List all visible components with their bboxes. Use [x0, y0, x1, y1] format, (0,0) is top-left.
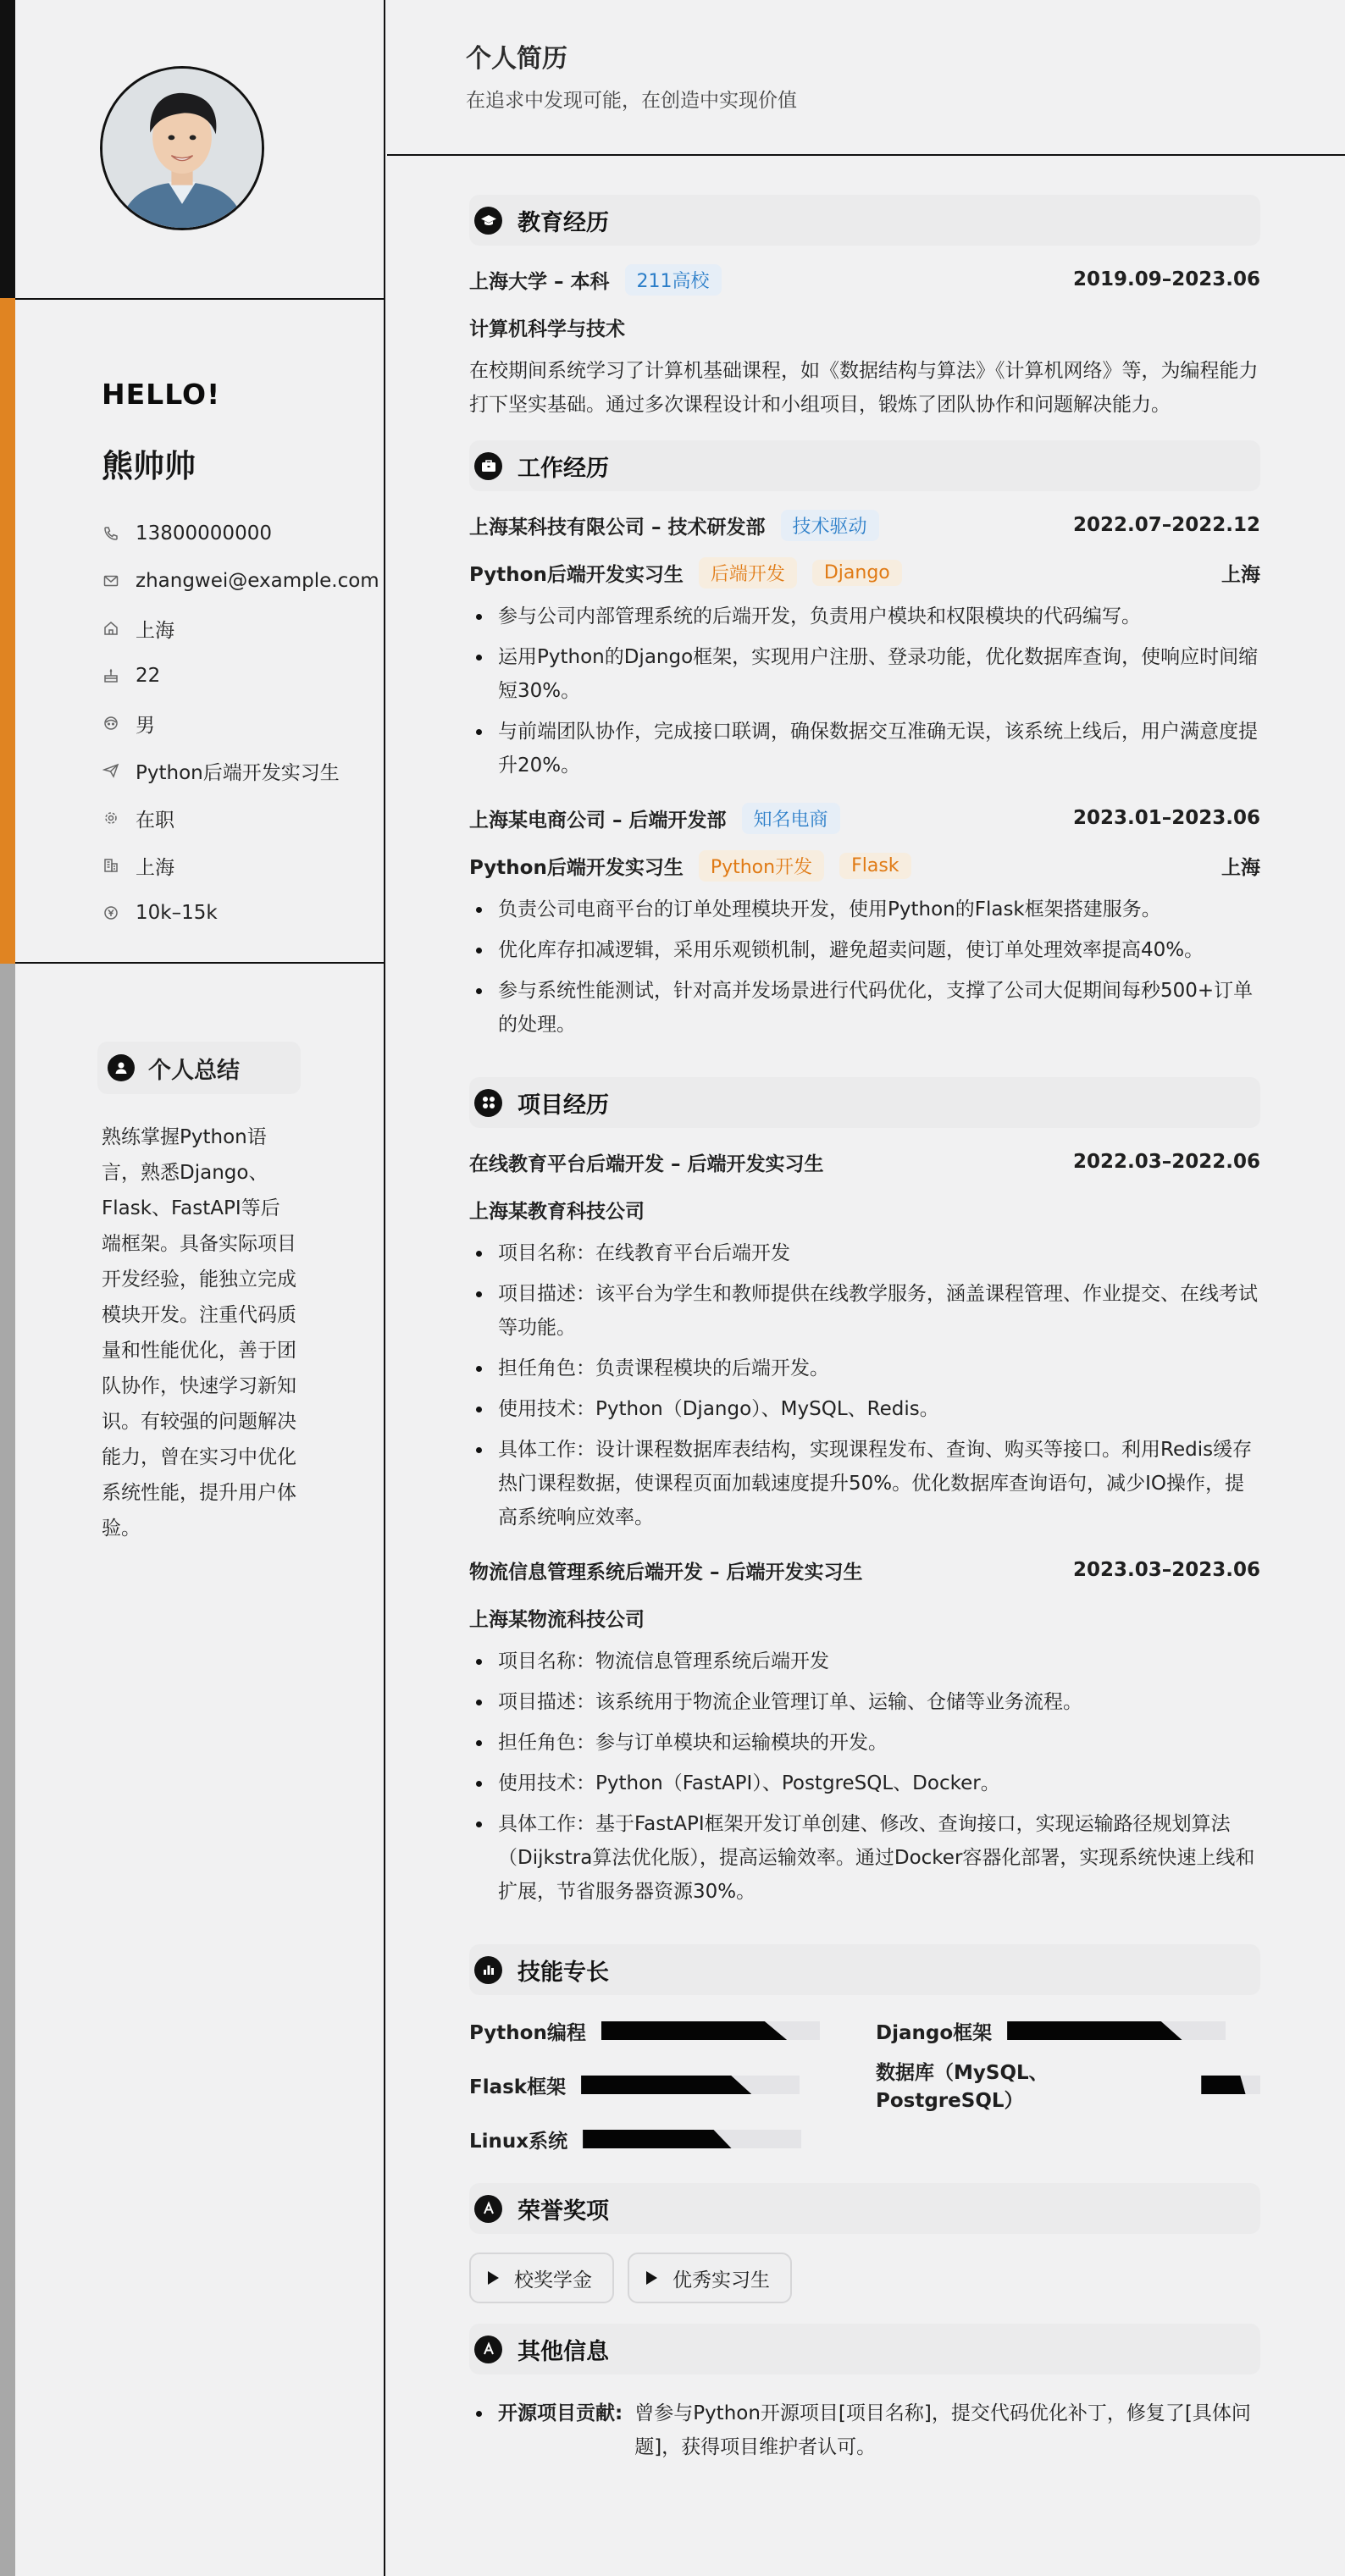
contact-text: 上海 — [136, 619, 174, 642]
play-icon — [646, 2271, 657, 2285]
project-bullets — [469, 1236, 1260, 1534]
list-item: 使用技术：Python（Django）、MySQL、Redis。 — [469, 1392, 1260, 1426]
hello-heading: HELLO! — [102, 378, 221, 411]
education-entry-header — [469, 256, 1260, 303]
projects-section — [469, 1077, 1260, 1909]
contact-text: 13800000000 — [136, 522, 272, 544]
status-icon — [102, 809, 120, 827]
work-date: 2022.07–2022.12 — [1072, 514, 1260, 536]
company-tag: 技术驱动 — [781, 510, 879, 541]
contact-text: zhangwei@example.com — [136, 570, 379, 592]
award-item — [469, 2253, 614, 2303]
page-subtitle: 在追求中发现可能，在创造中实现价值 — [466, 90, 797, 112]
contact-home — [102, 605, 379, 652]
list-item: 优化库存扣减逻辑，采用乐观锁机制，避免超卖问题，使订单处理效率提高40%。 — [469, 933, 1260, 967]
main-content — [387, 0, 1345, 2576]
contact-gender — [102, 699, 379, 747]
award-label: 优秀实习生 — [672, 2269, 770, 2291]
skill-bar — [583, 2130, 801, 2148]
gender-icon — [102, 714, 120, 732]
list-item: 项目描述：该平台为学生和教师提供在线教学服务，涵盖课程管理、作业提交、在线考试等功能。 — [469, 1277, 1260, 1345]
project-company: 上海某教育科技公司 — [469, 1200, 645, 1223]
sidebar-divider — [15, 298, 385, 300]
work-entry-header — [469, 501, 1260, 549]
skill-name: Python编程 — [469, 2021, 586, 2044]
education-description: 在校期间系统学习了计算机基础课程，如《数据结构与算法》《计算机网络》等，为编程能力打下坚实基础。通过多次课程设计和小组项目，锻炼了团队协作和问题解决能力。 — [469, 360, 1259, 416]
contact-list — [102, 510, 379, 937]
list-item: 具体工作：基于FastAPI框架开发订单创建、修改、查询接口，实现运输路径规划算法（Dijkstra算法优化版），提高运输效率。通过Docker容器化部署，实现系统快速上线和扩展，节省服务器资源30%。 — [469, 1807, 1260, 1909]
work-city: 上海 — [1221, 856, 1260, 879]
contact-email — [102, 557, 379, 605]
skill-bar-fill — [1201, 2076, 1245, 2094]
company-tag: 知名电商 — [742, 803, 840, 834]
list-item: 项目名称：在线教育平台后端开发 — [469, 1236, 1260, 1270]
work-role-row — [469, 549, 1260, 596]
contact-text: 10k–15k — [136, 902, 218, 924]
work-bullets — [469, 893, 1260, 1042]
send-icon — [102, 761, 120, 780]
skill-item — [469, 2007, 876, 2054]
project-name: 在线教育平台后端开发 – 后端开发实习生 — [469, 1153, 824, 1175]
skill-item — [469, 2115, 876, 2163]
job-role: Python后端开发实习生 — [469, 856, 684, 879]
honors-section-header — [469, 2183, 1260, 2234]
education-section — [469, 195, 1260, 422]
awards-list — [469, 2253, 1260, 2303]
bar-chart-icon — [474, 1956, 502, 1984]
skill-name: 数据库（MySQL、PostgreSQL） — [876, 2062, 1049, 2112]
work-entry — [469, 794, 1260, 1042]
other-section-header — [469, 2324, 1260, 2374]
list-item: 负责公司电商平台的订单处理模块开发，使用Python的Flask框架搭建服务。 — [469, 893, 1260, 926]
work-city: 上海 — [1221, 563, 1260, 586]
avatar — [100, 66, 264, 230]
list-item: 具体工作：设计课程数据库表结构，实现课程发布、查询、购买等接口。利用Redis缓存热门课程数据，使课程页面加载速度提升50%。优化数据库查询语句，减少IO操作，提高系统响应效率。 — [469, 1433, 1260, 1534]
graduation-cap-icon — [474, 207, 502, 235]
education-title: 教育经历 — [518, 209, 609, 236]
project-date: 2023.03–2023.06 — [1072, 1559, 1260, 1581]
header-divider — [387, 154, 1345, 156]
project-name: 物流信息管理系统后端开发 – 后端开发实习生 — [469, 1561, 863, 1584]
school-name: 上海大学 – 本科 — [469, 270, 610, 293]
skill-tag: Flask — [839, 853, 911, 879]
skill-name: Linux系统 — [469, 2130, 568, 2153]
summary-text: 熟练掌握Python语言，熟悉Django、Flask、FastAPI等后端框架。具备实际项目开发经验，能独立完成模块开发。注重代码质量和性能优化，善于团队协作，快速学习新知识。有较强的问题解决能力，曾在实习中优化系统性能，提升用户体验。 — [102, 1126, 296, 1540]
work-title: 工作经历 — [518, 455, 609, 482]
skill-bar — [1007, 2021, 1226, 2040]
list-item: 与前端团队协作，完成接口联调，确保数据交互准确无误，该系统上线后，用户满意度提升20%。 — [469, 715, 1260, 782]
cake-icon — [102, 666, 120, 685]
contact-text: 22 — [136, 665, 161, 687]
page-title: 个人简历 — [466, 44, 567, 74]
project-company: 上海某物流科技公司 — [469, 1608, 645, 1631]
contact-text: 在职 — [136, 809, 174, 832]
summary-section-header — [97, 1042, 301, 1094]
contact-text: Python后端开发实习生 — [136, 761, 340, 784]
list-item: 参与系统性能测试，针对高并发场景进行代码优化，支撑了公司大促期间每秒500+订单的处理。 — [469, 974, 1260, 1042]
grid-icon — [474, 1089, 502, 1117]
email-icon — [102, 572, 120, 590]
project-entry — [469, 1546, 1260, 1909]
sidebar-divider — [15, 962, 385, 964]
building-icon — [102, 856, 120, 875]
list-item: 使用技术：Python（FastAPI）、PostgreSQL、Docker。 — [469, 1766, 1260, 1800]
info-icon — [474, 2336, 502, 2363]
job-role: Python后端开发实习生 — [469, 563, 684, 586]
list-item: 运用Python的Django框架，实现用户注册、登录功能，优化数据库查询，使响应时间缩短30%。 — [469, 640, 1260, 708]
project-entry — [469, 1138, 1260, 1534]
project-bullets — [469, 1645, 1260, 1909]
list-item: 担任角色：负责课程模块的后端开发。 — [469, 1352, 1260, 1385]
award-item — [628, 2253, 792, 2303]
skill-item — [469, 2061, 876, 2109]
resume-body — [469, 195, 1260, 2464]
contact-position — [102, 747, 379, 794]
other-item-label: 开源项目贡献: — [498, 2402, 623, 2424]
work-section — [469, 440, 1260, 1042]
sidebar-stripe-orange — [0, 298, 15, 964]
contact-phone — [102, 510, 379, 557]
work-role-row — [469, 842, 1260, 889]
company-name: 上海某科技有限公司 – 技术研发部 — [469, 516, 766, 539]
skill-bar — [601, 2021, 820, 2040]
sidebar — [0, 0, 385, 2576]
list-item: 项目描述：该系统用于物流企业管理订单、运输、仓储等业务流程。 — [469, 1685, 1260, 1719]
honors-title: 荣誉奖项 — [518, 2197, 609, 2225]
play-icon — [488, 2271, 499, 2285]
award-icon — [474, 2195, 502, 2223]
contact-work-city — [102, 842, 379, 889]
phone-icon — [102, 524, 120, 543]
honors-section — [469, 2183, 1260, 2303]
work-section-header — [469, 440, 1260, 491]
sidebar-stripe-black — [0, 0, 15, 298]
briefcase-icon — [474, 452, 502, 480]
person-name: 熊帅帅 — [102, 448, 196, 484]
other-section — [469, 2324, 1260, 2464]
school-tag: 211高校 — [625, 264, 722, 296]
skill-name: Django框架 — [876, 2021, 993, 2044]
project-entry-header — [469, 1546, 1260, 1594]
education-section-header — [469, 195, 1260, 246]
skills-title: 技能专长 — [518, 1959, 609, 1986]
work-bullets — [469, 600, 1260, 782]
skills-grid — [469, 2007, 1260, 2163]
contact-salary — [102, 889, 379, 937]
project-entry-header — [469, 1138, 1260, 1186]
major: 计算机科学与技术 — [469, 318, 625, 340]
skill-tag: Python开发 — [699, 850, 824, 882]
skill-bar-fill — [1007, 2021, 1182, 2040]
home-icon — [102, 619, 120, 638]
education-date: 2019.09–2023.06 — [1072, 268, 1260, 290]
skill-bar — [1201, 2076, 1260, 2094]
contact-age — [102, 652, 379, 699]
list-item: 担任角色：参与订单模块和运输模块的开发。 — [469, 1726, 1260, 1760]
list-item: 项目名称：物流信息管理系统后端开发 — [469, 1645, 1260, 1678]
project-date: 2022.03–2022.06 — [1072, 1151, 1260, 1173]
company-name: 上海某电商公司 – 后端开发部 — [469, 809, 727, 832]
skill-tag: Django — [812, 560, 902, 586]
skill-name: Flask框架 — [469, 2076, 567, 2098]
work-entry — [469, 501, 1260, 782]
contact-status — [102, 794, 379, 842]
other-item — [469, 2396, 1260, 2464]
skills-section — [469, 1944, 1260, 2163]
award-label: 校奖学金 — [514, 2269, 592, 2291]
projects-title: 项目经历 — [518, 1092, 609, 1119]
user-icon — [108, 1054, 135, 1081]
contact-text: 上海 — [136, 856, 174, 879]
other-title: 其他信息 — [518, 2338, 609, 2365]
skill-bar — [581, 2076, 800, 2094]
skill-item — [876, 2007, 1260, 2054]
work-entry-header — [469, 794, 1260, 842]
skill-bar-fill — [583, 2130, 731, 2148]
other-item-text: 曾参与Python开源项目[项目名称]，提交代码优化补丁，修复了[具体问题]，获得项目维护者认可。 — [634, 2402, 1251, 2458]
contact-text: 男 — [136, 714, 155, 737]
avatar-portrait-icon — [102, 69, 262, 228]
summary-title: 个人总结 — [148, 1057, 240, 1084]
salary-icon — [102, 904, 120, 922]
skill-tag: 后端开发 — [699, 557, 797, 589]
list-item: 参与公司内部管理系统的后端开发，负责用户模块和权限模块的代码编写。 — [469, 600, 1260, 633]
work-date: 2023.01–2023.06 — [1072, 807, 1260, 829]
skill-bar-fill — [581, 2076, 751, 2094]
skills-section-header — [469, 1944, 1260, 1995]
projects-section-header — [469, 1077, 1260, 1128]
skill-item — [876, 2061, 1260, 2112]
skill-bar-fill — [601, 2021, 787, 2040]
sidebar-stripe-gray — [0, 964, 15, 2576]
